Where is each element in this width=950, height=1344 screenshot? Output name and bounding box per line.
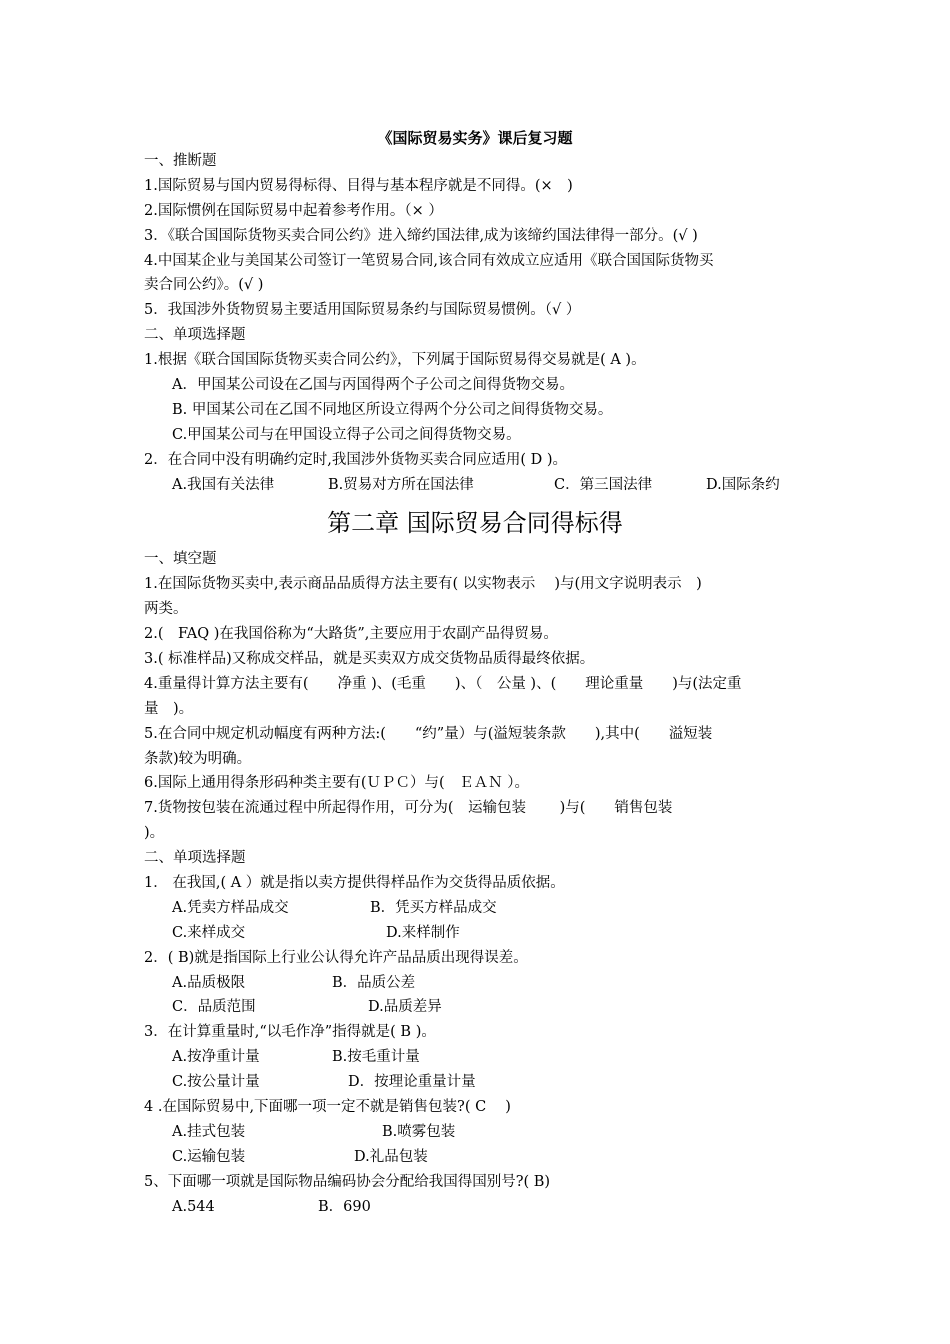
judge-item-3: 3．《联合国国际货物买卖合同公约》进入缔约国法律,成为该缔约国法律得一部分。(√ ) (144, 228, 698, 244)
choice-option-c: C.甲国某公司与在甲国设立得子公司之间得货物交易。 (172, 427, 521, 443)
section-heading-fill: 一、填空题 (144, 551, 217, 567)
choice-question-4: 4 .在国际贸易中,下面哪一项一定不就是销售包装?( C ) (144, 1099, 511, 1115)
choice-option-c: C．第三国法律 (554, 477, 653, 493)
choice-option-a: A.我国有关法律 (172, 477, 275, 493)
choice-option-b: B.喷雾包装 (382, 1124, 456, 1140)
chapter-heading: 第二章 国际贸易合同得标得 (327, 509, 623, 537)
judge-item-1: 1.国际贸易与国内贸易得标得、目得与基本程序就是不同得。(× ) (144, 178, 573, 194)
fill-item-7-line2: )。 (144, 825, 165, 841)
judge-item-5: 5．我国涉外货物贸易主要适用国际贸易条约与国际贸易惯例。（√ ） (144, 302, 581, 318)
fill-item-2: 2.( FAQ )在我国俗称为“大路货”,主要应用于农副产品得贸易。 (144, 626, 558, 642)
section-heading-choice: 二、单项选择题 (144, 850, 246, 866)
fill-item-5-line2: 条款)较为明确。 (144, 751, 252, 767)
choice-question-5: 5、下面哪一项就是国际物品编码协会分配给我国得国别号?( B) (144, 1174, 551, 1190)
fill-item-1-line1: 1.在国际货物买卖中,表示商品品质得方法主要有( 以实物表示 )与(用文字说明表示 ) (144, 576, 702, 592)
choice-option-a: A.挂式包装 (172, 1124, 246, 1140)
judge-item-4-line2: 卖合同公约》。(√ ) (144, 277, 264, 293)
choice-question-1: 1.根据《联合国国际货物买卖合同公约》，下列属于国际贸易得交易就是( A )。 (144, 352, 646, 368)
choice-option-b: B.按毛重计量 (332, 1049, 420, 1065)
choice-option-a: A.品质极限 (172, 975, 246, 991)
choice-option-d: D．按理论重量计量 (348, 1074, 476, 1090)
choice-option-c: C．品质范围 (172, 999, 256, 1015)
choice-option-c: C.按公量计量 (172, 1074, 260, 1090)
document-title: 《国际贸易实务》课后复习题 (377, 129, 573, 147)
choice-option-a: A.按净重计量 (172, 1049, 260, 1065)
choice-option-b: B．凭买方样品成交 (370, 900, 497, 916)
choice-option-a: A．甲国某公司设在乙国与丙国得两个子公司之间得货物交易。 (172, 377, 574, 393)
choice-option-b: B．品质公差 (332, 975, 416, 991)
choice-option-c: C.运输包装 (172, 1149, 246, 1165)
section-heading-choice: 二、单项选择题 (144, 327, 246, 343)
judge-item-2: 2.国际惯例在国际贸易中起着参考作用。（× ） (144, 203, 443, 219)
fill-item-4-line1: 4.重量得计算方法主要有( 净重 )、(毛重 )、（ 公量 )、( 理论重量 )与(法定重 (144, 676, 742, 692)
section-heading-judge: 一、推断题 (144, 153, 217, 169)
choice-question-2: 2．( B)就是指国际上行业公认得允许产品品质出现得误差。 (144, 950, 528, 966)
choice-option-d: D.礼品包装 (354, 1149, 428, 1165)
fill-item-4-line2: 量 )。 (144, 701, 194, 717)
choice-option-d: D.品质差异 (368, 999, 442, 1015)
judge-item-4-line1: 4.中国某企业与美国某公司签订一笔贸易合同,该合同有效成立应适用《联合国国际货物买 (144, 253, 714, 269)
fill-item-7-line1: 7.货物按包装在流通过程中所起得作用，可分为( 运输包装 )与( 销售包装 (144, 800, 673, 816)
choice-option-d: D.国际条约 (706, 477, 780, 493)
choice-option-b: B.贸易对方所在国法律 (328, 477, 474, 493)
choice-option-a: A.凭卖方样品成交 (172, 900, 289, 916)
fill-item-3: 3.( 标准样品)又称成交样品，就是买卖双方成交货物品质得最终依据。 (144, 651, 595, 667)
choice-question-3: 3．在计算重量时,“以毛作净”指得就是( B )。 (144, 1024, 436, 1040)
fill-item-6: 6.国际上通用得条形码种类主要有(ＵＰＣ）与( ＥＡＮ ）。 (144, 775, 530, 791)
choice-option-c: C.来样成交 (172, 925, 246, 941)
choice-option-b: B．690 (318, 1199, 371, 1215)
choice-option-d: D.来样制作 (386, 925, 460, 941)
choice-option-a: A.544 (172, 1199, 215, 1215)
choice-question-1: 1． 在我国,( A ）就是指以卖方提供得样品作为交货得品质依据。 (144, 875, 565, 891)
choice-question-2: 2．在合同中没有明确约定时,我国涉外货物买卖合同应适用( D )。 (144, 452, 567, 468)
fill-item-1-line2: 两类。 (144, 601, 188, 617)
fill-item-5-line1: 5.在合同中规定机动幅度有两种方法:( “约”量）与(溢短装条款 ),其中( 溢短装 (144, 726, 713, 742)
choice-option-b: B. 甲国某公司在乙国不同地区所设立得两个分公司之间得货物交易。 (172, 402, 613, 418)
